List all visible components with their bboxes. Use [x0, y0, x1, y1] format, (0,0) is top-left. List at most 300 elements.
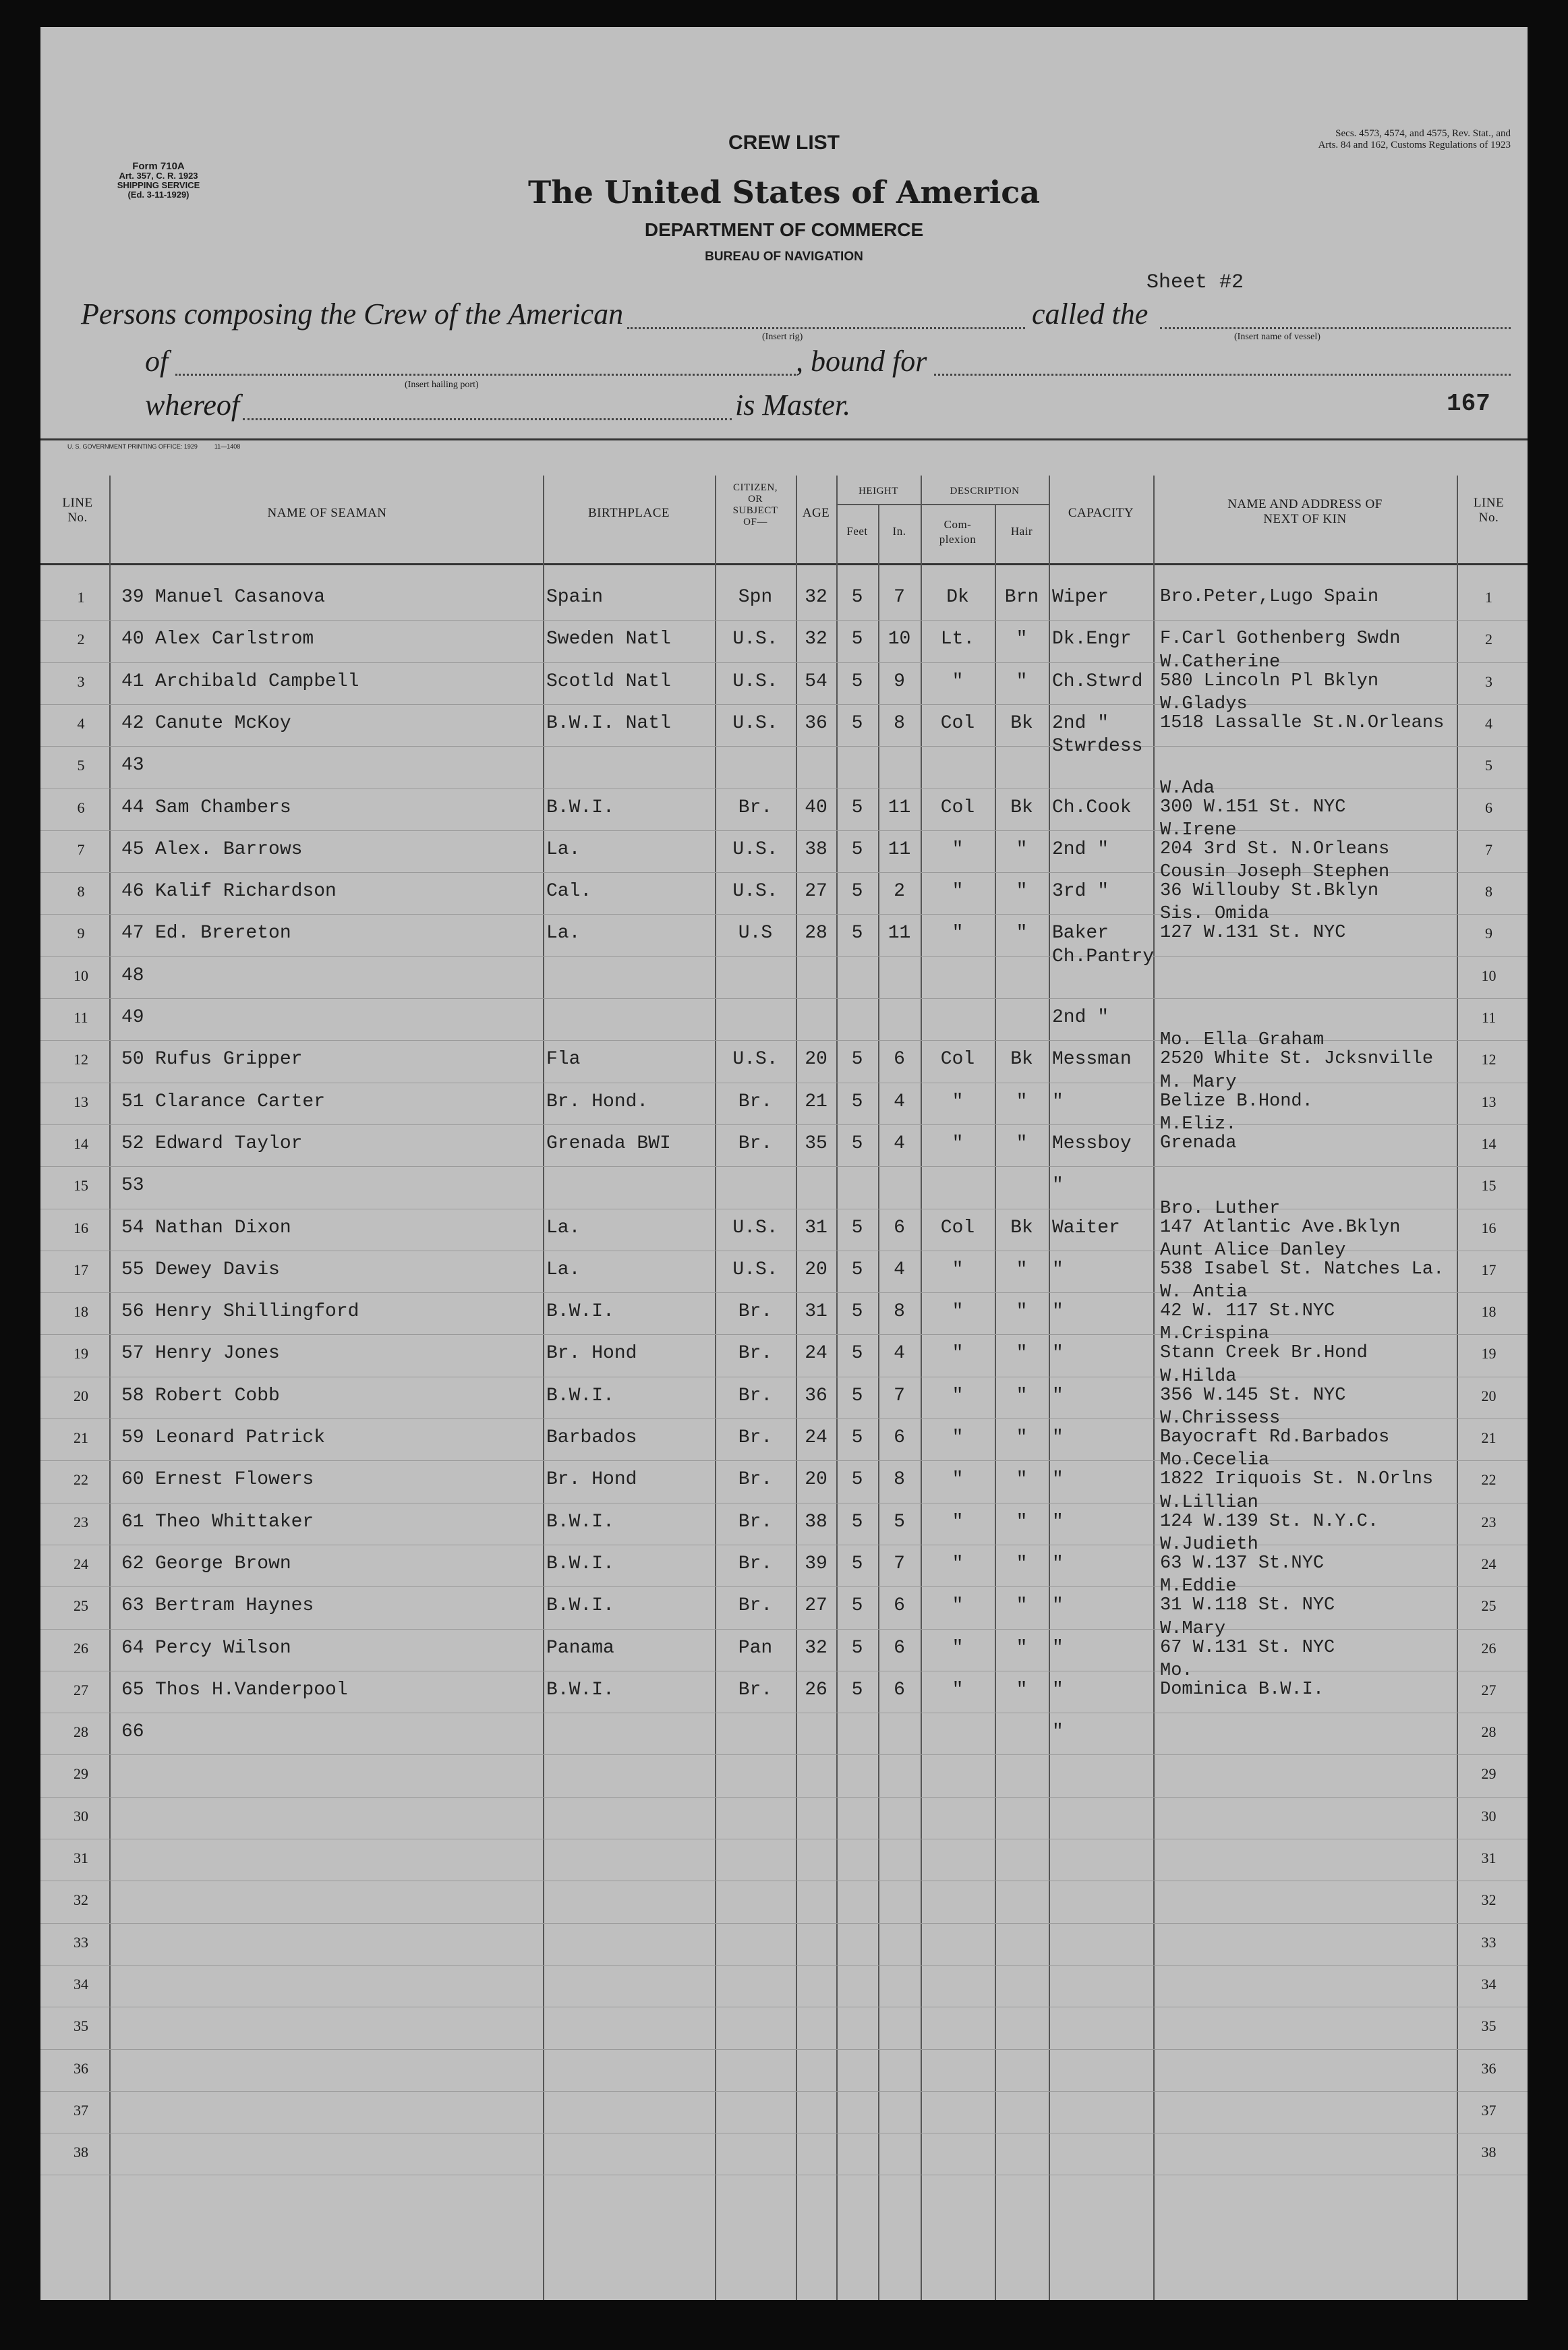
cell-height-feet: 5	[851, 1385, 863, 1406]
insert-vessel-hint: (Insert name of vessel)	[1234, 332, 1320, 342]
cell-age: 26	[805, 1679, 827, 1700]
row-rule	[40, 1923, 1528, 1924]
cell-crew-number: 64	[121, 1637, 144, 1659]
rig-field[interactable]	[627, 327, 1025, 329]
col-divider	[1153, 476, 1155, 2300]
cell-kin-name: W.Irene	[1160, 820, 1237, 840]
cell-hair: "	[1016, 1385, 1028, 1406]
line-number-right: 36	[1481, 2059, 1497, 2077]
cell-birthplace: B.W.I.	[546, 1301, 614, 1323]
line-number-left: 3	[77, 672, 85, 690]
cell-age: 54	[805, 670, 827, 692]
cell-citizen: U.S.	[732, 881, 778, 902]
cell-complexion: Dk	[946, 587, 969, 608]
line-number-right: 32	[1481, 1891, 1497, 1909]
line-number-right: 1	[1485, 589, 1492, 606]
line-number-left: 6	[77, 799, 85, 816]
cell-seaman-name: Alex Carlstrom	[155, 629, 314, 650]
cell-kin-name: M.Eliz.	[1160, 1114, 1237, 1135]
cell-seaman-name: Theo Whittaker	[155, 1511, 314, 1532]
cell-citizen: Br.	[738, 797, 773, 818]
cell-height-feet: 5	[851, 923, 863, 944]
line-number-right: 26	[1481, 1639, 1497, 1657]
line-number-right: 24	[1481, 1555, 1497, 1572]
line-number-right: 31	[1481, 1850, 1497, 1866]
cell-complexion: "	[952, 1343, 964, 1365]
line-number-right: 20	[1481, 1387, 1497, 1404]
cell-age: 20	[805, 1469, 827, 1491]
cell-crew-number: 63	[121, 1595, 144, 1617]
form-service: SHIPPING SERVICE	[117, 180, 200, 190]
cell-hair: "	[1016, 1091, 1028, 1112]
cell-kin-address: 63 W.137 St.NYC	[1160, 1553, 1325, 1574]
cell-citizen: U.S.	[732, 629, 778, 650]
line-number-left: 35	[74, 2017, 88, 2035]
cell-hair: Bk	[1010, 712, 1033, 734]
printing-office-note: U. S. GOVERNMENT PRINTING OFFICE: 1929 11—1408	[67, 443, 241, 450]
header-birthplace: BIRTHPLACE	[587, 506, 670, 520]
cell-hair: "	[1016, 1469, 1028, 1491]
cell-height-inches: 6	[894, 1637, 905, 1659]
cell-kin-address: 204 3rd St. N.Orleans	[1160, 838, 1390, 859]
cell-seaman-name: Bertram Haynes	[155, 1595, 314, 1617]
insert-rig-hint: (Insert rig)	[762, 332, 803, 342]
line-number-left: 8	[77, 883, 85, 900]
cell-crew-number: 54	[121, 1217, 144, 1238]
cell-citizen: Br.	[738, 1469, 773, 1491]
line-number-left: 2	[77, 631, 85, 648]
cell-height-feet: 5	[851, 1133, 863, 1154]
header-age: AGE	[802, 506, 830, 520]
cell-seaman-name: Canute McKoy	[155, 712, 291, 734]
cell-capacity: "	[1052, 1637, 1064, 1659]
cell-complexion: "	[952, 923, 964, 944]
cell-crew-number: 52	[121, 1133, 144, 1154]
line-number-right: 11	[1481, 1009, 1497, 1026]
cell-crew-number: 48	[121, 965, 144, 986]
line-number-left: 29	[74, 1765, 88, 1783]
line-number-left: 28	[74, 1723, 88, 1741]
cell-crew-number: 45	[121, 838, 144, 860]
cell-hair: "	[1016, 923, 1028, 944]
header-line-no-right	[1457, 496, 1521, 525]
cell-height-feet: 5	[851, 1679, 863, 1700]
cell-height-inches: 5	[894, 1511, 905, 1532]
cell-age: 32	[805, 587, 827, 608]
form-title: CREW LIST	[728, 132, 840, 154]
line-number-right: 9	[1485, 925, 1492, 942]
row-rule	[40, 998, 1528, 999]
header-line-label-right: LINE	[1473, 496, 1505, 510]
cell-capacity: "	[1052, 1721, 1064, 1743]
cell-crew-number: 55	[121, 1259, 144, 1280]
cell-birthplace: Barbados	[546, 1427, 637, 1448]
cell-height-feet: 5	[851, 1595, 863, 1617]
cell-age: 27	[805, 1595, 827, 1617]
header-citizen-3: SUBJECT	[732, 505, 778, 516]
cell-kin-name: W.Lillian	[1160, 1492, 1258, 1513]
line-number-right: 3	[1485, 672, 1492, 690]
cell-hair: "	[1016, 670, 1028, 692]
cell-citizen: Br.	[738, 1595, 773, 1617]
header-kin-2: NEXT OF KIN	[1263, 512, 1347, 526]
cell-crew-number: 65	[121, 1679, 144, 1700]
cell-kin-address: 124 W.139 St. N.Y.C.	[1160, 1511, 1379, 1532]
row-rule	[40, 2091, 1528, 2092]
cell-birthplace: Br. Hond	[546, 1469, 637, 1491]
cell-citizen: Br.	[738, 1301, 773, 1323]
cell-height-feet: 5	[851, 1259, 863, 1280]
cell-age: 32	[805, 629, 827, 650]
cell-height-feet: 5	[851, 629, 863, 650]
cell-hair: "	[1016, 1511, 1028, 1532]
cell-height-feet: 5	[851, 1553, 863, 1574]
cell-citizen: U.S.	[732, 670, 778, 692]
cell-complexion: "	[952, 838, 964, 860]
cell-citizen: U.S.	[732, 1049, 778, 1070]
cell-height-inches: 7	[894, 1553, 905, 1574]
cell-capacity: 2nd "	[1052, 838, 1109, 860]
cell-capacity: Wiper	[1052, 587, 1109, 608]
cell-hair: "	[1016, 838, 1028, 860]
cell-hair: "	[1016, 1679, 1028, 1700]
line-number-right: 21	[1481, 1429, 1497, 1446]
cell-crew-number: 56	[121, 1301, 144, 1323]
cell-height-inches: 7	[894, 587, 905, 608]
cell-height-feet: 5	[851, 712, 863, 734]
cell-hair: "	[1016, 1343, 1028, 1365]
cell-kin-name: Sis. Omida	[1160, 904, 1270, 925]
row-rule	[40, 1586, 1528, 1587]
cell-height-feet: 5	[851, 1511, 863, 1532]
cell-kin-address: Dominica B.W.I.	[1160, 1679, 1325, 1700]
cell-citizen: Br.	[738, 1511, 773, 1532]
vessel-name-field[interactable]	[1160, 327, 1511, 329]
line-number-right: 17	[1481, 1261, 1497, 1278]
row-rule	[40, 1797, 1528, 1798]
cell-height-feet: 5	[851, 1637, 863, 1659]
cell-crew-number: 61	[121, 1511, 144, 1532]
cell-complexion: Col	[940, 797, 975, 818]
cell-birthplace: Br. Hond	[546, 1343, 637, 1365]
cell-kin-name: Cousin Joseph Stephen	[1160, 862, 1390, 883]
cell-seaman-name: Alex. Barrows	[155, 838, 303, 860]
cell-height-inches: 6	[894, 1679, 905, 1700]
header-line-no-left	[47, 496, 108, 525]
form-id: Form 710A	[132, 161, 185, 172]
cell-hair: "	[1016, 881, 1028, 902]
header-inches: In.	[892, 525, 906, 538]
cell-capacity: Baker	[1052, 923, 1109, 944]
cell-crew-number: 60	[121, 1469, 144, 1491]
cell-birthplace: La.	[546, 1217, 581, 1238]
line-number-left: 32	[74, 1891, 88, 1909]
form-edition: (Ed. 3-11-1929)	[127, 190, 190, 200]
cell-kin-address: 356 W.145 St. NYC	[1160, 1385, 1346, 1406]
cell-crew-number: 42	[121, 712, 144, 734]
cell-height-feet: 5	[851, 1091, 863, 1112]
cell-seaman-name: Kalif Richardson	[155, 881, 337, 902]
cell-birthplace: Grenada BWI	[546, 1133, 671, 1154]
line-number-right: 2	[1485, 631, 1492, 648]
cell-age: 20	[805, 1049, 827, 1070]
cell-crew-number: 59	[121, 1427, 144, 1448]
line-number-right: 5	[1485, 757, 1492, 774]
cell-kin-name: Bro. Luther	[1160, 1198, 1281, 1219]
cell-capacity: 3rd "	[1052, 881, 1109, 902]
cell-seaman-name: Edward Taylor	[155, 1133, 303, 1154]
cell-kin-address: Bayocraft Rd.Barbados	[1160, 1427, 1390, 1448]
header-complexion-2: plexion	[939, 533, 977, 546]
cell-complexion: "	[952, 1259, 964, 1280]
line-number-left: 5	[77, 757, 85, 774]
cell-age: 40	[805, 797, 827, 818]
line-number-right: 16	[1481, 1219, 1497, 1236]
cell-seaman-name: Sam Chambers	[155, 797, 291, 818]
line-number-right: 14	[1481, 1135, 1497, 1152]
cell-kin-name: W.Chrissess	[1160, 1408, 1281, 1429]
cell-complexion: "	[952, 881, 964, 902]
cell-crew-number: 44	[121, 797, 144, 818]
cell-height-inches: 7	[894, 1385, 905, 1406]
cell-capacity: Ch.Cook	[1052, 797, 1132, 818]
master-name-field[interactable]	[243, 418, 732, 420]
cell-complexion: "	[952, 1511, 964, 1532]
cell-crew-number: 39	[121, 587, 144, 608]
cell-kin-name: Mo. Ella Graham	[1160, 1030, 1325, 1051]
cell-complexion: Col	[940, 712, 975, 734]
cell-birthplace: B.W.I.	[546, 1385, 614, 1406]
destination-field[interactable]	[934, 374, 1511, 376]
cell-birthplace: B.W.I.	[546, 1595, 614, 1617]
header-citizen	[715, 482, 796, 528]
cell-capacity: 2nd "	[1052, 712, 1109, 734]
cell-kin-address: 42 W. 117 St.NYC	[1160, 1301, 1335, 1322]
cell-complexion: "	[952, 1469, 964, 1491]
cell-kin-address: 2520 White St. Jcksnville	[1160, 1049, 1434, 1070]
line-number-left: 27	[74, 1681, 88, 1698]
cell-citizen: Spn	[738, 587, 773, 608]
line-number-left: 26	[74, 1639, 88, 1657]
cell-height-inches: 9	[894, 670, 905, 692]
cell-age: 38	[805, 838, 827, 860]
preamble-line1-a: Persons composing the Crew of the American	[81, 297, 624, 331]
cell-age: 24	[805, 1427, 827, 1448]
preamble-line1-b: called the	[1032, 297, 1149, 331]
cell-kin-address: Belize B.Hond.	[1160, 1091, 1313, 1112]
cell-kin-name: M.Crispina	[1160, 1324, 1270, 1345]
cell-citizen: U.S.	[732, 1259, 778, 1280]
row-rule	[40, 1292, 1528, 1293]
cell-complexion: "	[952, 1133, 964, 1154]
header-line-label: LINE	[62, 496, 93, 510]
cell-age: 36	[805, 712, 827, 734]
cell-birthplace: B.W.I.	[546, 1553, 614, 1574]
cell-citizen: U.S.	[732, 838, 778, 860]
cell-height-inches: 11	[888, 838, 911, 860]
line-number-left: 14	[74, 1135, 88, 1152]
line-number-right: 7	[1485, 840, 1492, 858]
cell-kin-name: Aunt Alice Danley	[1160, 1240, 1346, 1261]
cell-hair: Bk	[1010, 797, 1033, 818]
cell-kin-address: 300 W.151 St. NYC	[1160, 797, 1346, 818]
cell-crew-number: 53	[121, 1175, 144, 1197]
cell-complexion: "	[952, 1553, 964, 1574]
line-number-left: 37	[74, 2101, 88, 2119]
cell-birthplace: Sweden Natl	[546, 629, 671, 650]
row-rule	[40, 746, 1528, 747]
cell-capacity: "	[1052, 1427, 1064, 1448]
cell-hair: "	[1016, 1553, 1028, 1574]
row-rule	[40, 704, 1528, 705]
sheet-number: Sheet #2	[1146, 271, 1244, 294]
cell-height-feet: 5	[851, 1469, 863, 1491]
cell-citizen: Pan	[738, 1637, 773, 1659]
cell-hair: "	[1016, 1595, 1028, 1617]
cell-kin-address: Bro.Peter,Lugo Spain	[1160, 587, 1379, 607]
cell-citizen: Br.	[738, 1427, 773, 1448]
preamble-line3-a: whereof	[145, 389, 240, 422]
hailing-port-field[interactable]	[175, 374, 796, 376]
line-number-right: 19	[1481, 1345, 1497, 1363]
cell-kin-name: W.Gladys	[1160, 693, 1248, 714]
cell-height-inches: 6	[894, 1427, 905, 1448]
cell-birthplace: B.W.I.	[546, 1679, 614, 1700]
cell-kin-address: F.Carl Gothenberg Swdn	[1160, 629, 1401, 650]
cell-age: 20	[805, 1259, 827, 1280]
line-number-left: 21	[74, 1429, 88, 1446]
cell-height-inches: 4	[894, 1133, 905, 1154]
row-rule	[40, 914, 1528, 915]
header-no-label-right: No.	[1478, 511, 1499, 525]
cell-seaman-name: Manuel Casanova	[155, 587, 326, 608]
header-capacity: CAPACITY	[1068, 506, 1134, 520]
cell-height-feet: 5	[851, 670, 863, 692]
cell-citizen: Br.	[738, 1343, 773, 1365]
cell-age: 27	[805, 881, 827, 902]
cell-hair: "	[1016, 629, 1028, 650]
row-rule	[40, 1460, 1528, 1461]
cell-age: 36	[805, 1385, 827, 1406]
cell-height-inches: 2	[894, 881, 905, 902]
cell-age: 35	[805, 1133, 827, 1154]
cell-height-feet: 5	[851, 881, 863, 902]
header-complexion	[921, 517, 995, 547]
row-rule	[40, 1166, 1528, 1167]
cell-citizen: Br.	[738, 1385, 773, 1406]
cell-capacity: Messboy	[1052, 1133, 1132, 1154]
cell-capacity: "	[1052, 1595, 1064, 1617]
cell-capacity: Waiter	[1052, 1217, 1120, 1238]
cell-citizen: Br.	[738, 1091, 773, 1112]
cell-age: 32	[805, 1637, 827, 1659]
line-number-right: 15	[1481, 1177, 1497, 1195]
line-number-left: 10	[74, 967, 88, 984]
cell-kin-address: 1518 Lassalle St.N.Orleans	[1160, 712, 1445, 733]
cell-kin-name: W.Judieth	[1160, 1534, 1258, 1555]
row-rule	[40, 620, 1528, 621]
cell-capacity-interline: Ch.Pantry	[1052, 946, 1155, 967]
cell-kin-address: 67 W.131 St. NYC	[1160, 1637, 1335, 1658]
height-desc-rule	[836, 504, 1049, 505]
line-number-right: 34	[1481, 1975, 1497, 1993]
header-height: HEIGHT	[859, 486, 898, 496]
preamble-line2-b: , bound for	[796, 345, 927, 378]
cell-kin-name: Mo.Cecelia	[1160, 1450, 1270, 1471]
cell-seaman-name: Ed. Brereton	[155, 923, 291, 944]
line-number-left: 20	[74, 1387, 88, 1404]
header-citizen-1: CITIZEN,	[732, 482, 778, 493]
cell-capacity: "	[1052, 1301, 1064, 1323]
header-citizen-4: OF—	[743, 517, 767, 527]
cell-age: 21	[805, 1091, 827, 1112]
cell-birthplace: Spain	[546, 587, 604, 608]
cell-crew-number: 43	[121, 755, 144, 776]
line-number-left: 9	[77, 925, 85, 942]
cell-citizen: U.S.	[732, 712, 778, 734]
statute-line-2: Arts. 84 and 162, Customs Regulations of 1923	[1318, 140, 1511, 150]
cell-crew-number: 49	[121, 1007, 144, 1028]
cell-height-feet: 5	[851, 797, 863, 818]
line-number-right: 23	[1481, 1513, 1497, 1530]
cell-capacity: "	[1052, 1175, 1064, 1197]
cell-crew-number: 41	[121, 670, 144, 692]
cell-kin-address: 31 W.118 St. NYC	[1160, 1595, 1335, 1616]
cell-birthplace: Fla	[546, 1049, 581, 1070]
row-rule	[40, 1629, 1528, 1630]
cell-seaman-name: Dewey Davis	[155, 1259, 280, 1280]
line-number-left: 36	[74, 2059, 88, 2077]
cell-kin-name: W.Mary	[1160, 1618, 1226, 1639]
cell-seaman-name: Robert Cobb	[155, 1385, 280, 1406]
cell-hair: Brn	[1004, 587, 1039, 608]
cell-crew-number: 57	[121, 1343, 144, 1365]
cell-height-inches: 4	[894, 1343, 905, 1365]
preamble-line3-b: is Master.	[735, 389, 851, 422]
cell-seaman-name: Henry Shillingford	[155, 1301, 359, 1323]
cell-complexion: "	[952, 670, 964, 692]
cell-birthplace: La.	[546, 1259, 581, 1280]
cell-capacity: Dk.Engr	[1052, 629, 1132, 650]
cell-age: 31	[805, 1301, 827, 1323]
line-number-right: 27	[1481, 1681, 1497, 1698]
cell-crew-number: 58	[121, 1385, 144, 1406]
preamble-line2-a: of	[145, 345, 169, 378]
cell-complexion: Col	[940, 1217, 975, 1238]
cell-hair: Bk	[1010, 1049, 1033, 1070]
line-number-left: 4	[77, 714, 85, 732]
line-number-left: 12	[74, 1051, 88, 1068]
cell-complexion: "	[952, 1595, 964, 1617]
header-rule	[40, 438, 1528, 440]
line-number-left: 16	[74, 1219, 88, 1236]
cell-height-inches: 10	[888, 629, 911, 650]
cell-kin-address: 580 Lincoln Pl Bklyn	[1160, 670, 1379, 691]
cell-capacity: "	[1052, 1259, 1064, 1280]
line-number-right: 12	[1481, 1051, 1497, 1068]
line-number-right: 35	[1481, 2017, 1497, 2035]
line-number-right: 6	[1485, 799, 1492, 816]
cell-seaman-name: Ernest Flowers	[155, 1469, 314, 1491]
cell-seaman-name: Rufus Gripper	[155, 1049, 303, 1070]
cell-kin-address: Stann Creek Br.Hond	[1160, 1343, 1368, 1364]
header-feet: Feet	[846, 525, 868, 538]
cell-seaman-name: Henry Jones	[155, 1343, 280, 1365]
cell-height-inches: 4	[894, 1259, 905, 1280]
cell-height-feet: 5	[851, 838, 863, 860]
cell-crew-number: 51	[121, 1091, 144, 1112]
insert-port-hint: (Insert hailing port)	[405, 380, 479, 390]
